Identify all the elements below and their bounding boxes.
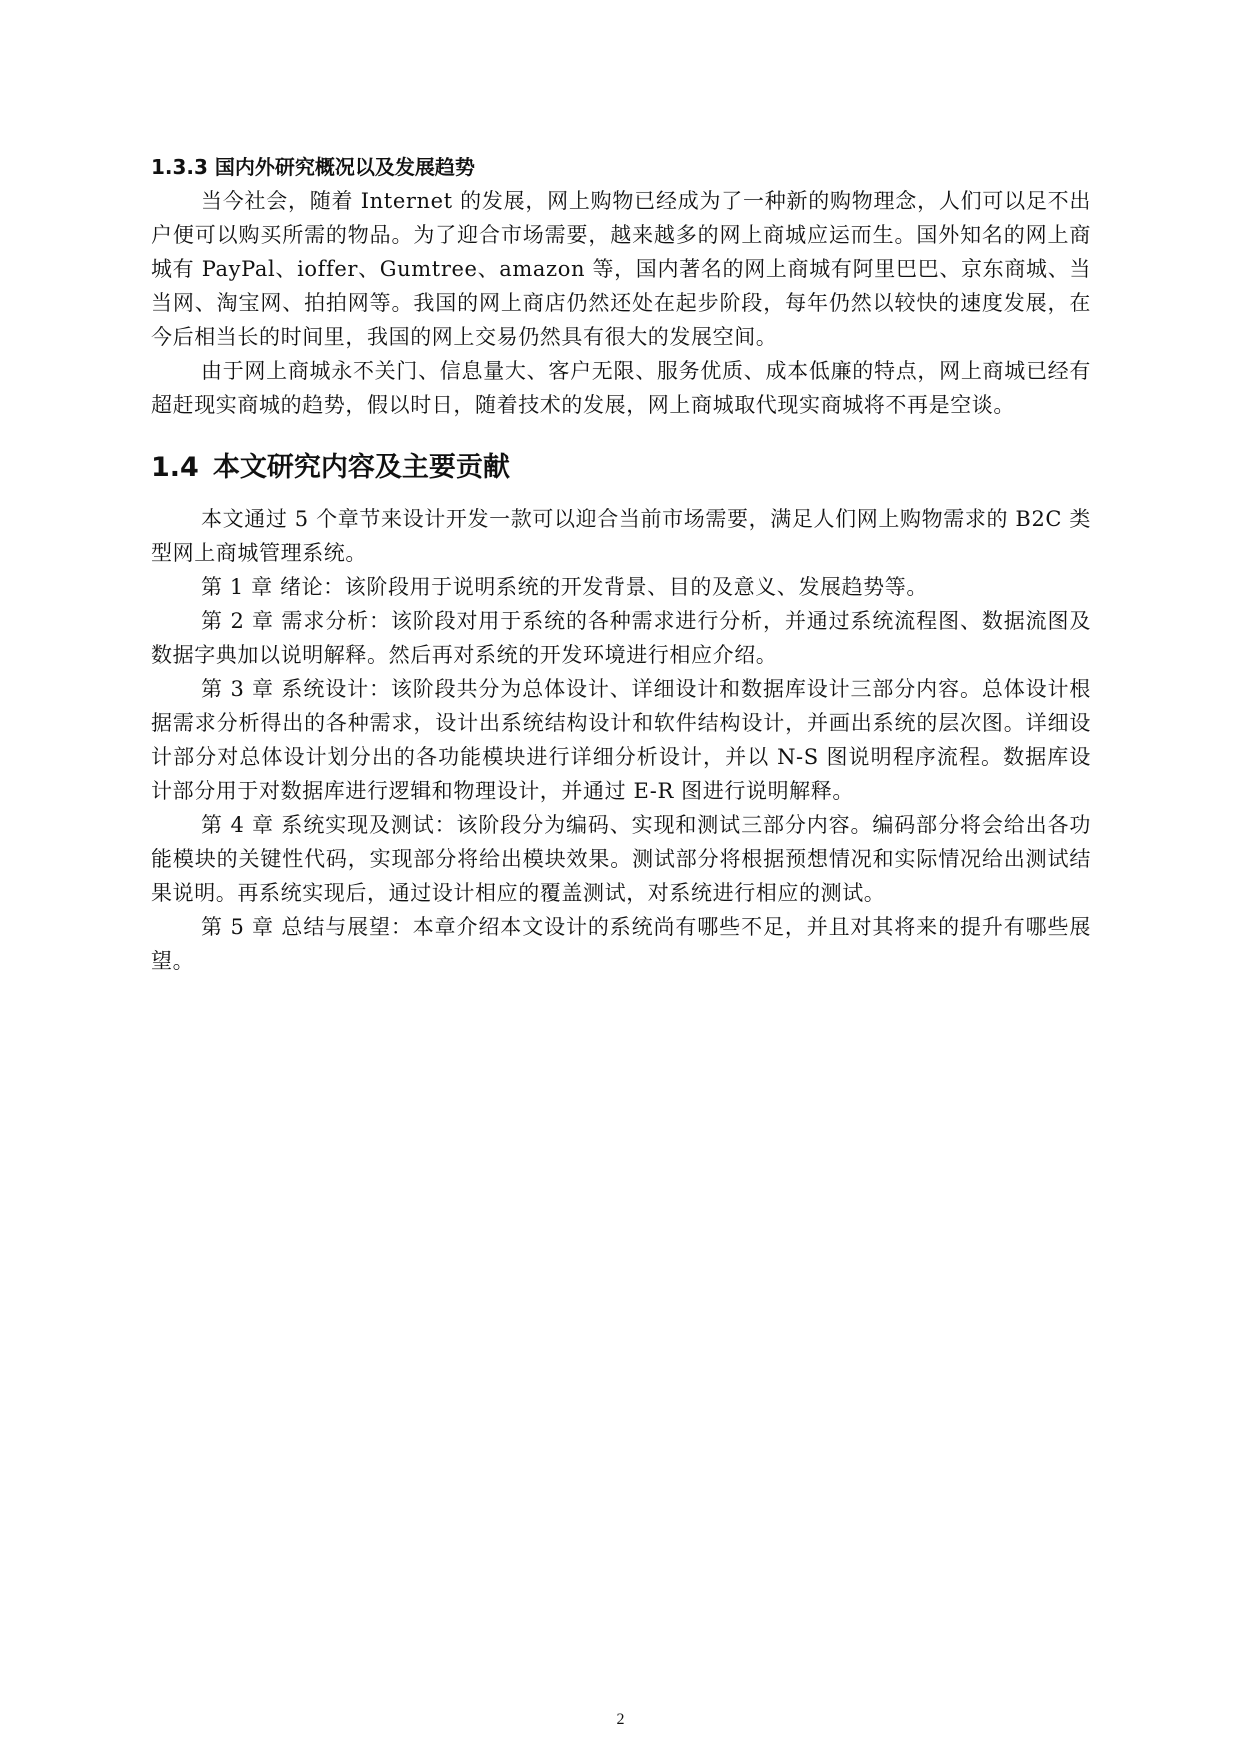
section-1-4-number: 1.4	[151, 452, 199, 483]
section-1-4-title: 本文研究内容及主要贡献	[212, 452, 510, 483]
page-number: 2	[616, 1711, 625, 1728]
chapter-3-summary: 第 3 章 系统设计：该阶段共分为总体设计、详细设计和数据库设计三部分内容。总体设计根据需求分析得出的各种需求，设计出系统结构设计和软件结构设计，并画出系统的层次图。详细设计部分对总体设计划分出的各功能模块进行详细分析设计，并以 N-S 图说明程序流程。数据库设计部分用于对数据库进行逻辑和物理设计，并通过 E-R 图进行说明解释。	[151, 677, 1091, 803]
section-1-3-3-heading: 1.3.3 国内外研究概况以及发展趋势	[151, 155, 475, 179]
section-1-4-paragraph: 本文通过 5 个章节来设计开发一款可以迎合当前市场需要，满足人们网上购物需求的 B2C 类型网上商城管理系统。	[151, 507, 1091, 565]
section-1-4-heading	[151, 446, 1091, 490]
section-1-3-3-paragraph: 由于网上商城永不关门、信息量大、客户无限、服务优质、成本低廉的特点，网上商城已经有超赶现实商城的趋势，假以时日，随着技术的发展，网上商城取代现实商城将不再是空谈。	[151, 359, 1091, 417]
page-content	[151, 150, 1091, 978]
chapter-1-summary: 第 1 章 绪论：该阶段用于说明系统的开发背景、目的及意义、发展趋势等。	[201, 575, 928, 599]
chapter-2-summary: 第 2 章 需求分析：该阶段对用于系统的各种需求进行分析，并通过系统流程图、数据流图及数据字典加以说明解释。然后再对系统的开发环境进行相应介绍。	[151, 609, 1091, 667]
chapter-5-summary: 第 5 章 总结与展望：本章介绍本文设计的系统尚有哪些不足，并且对其将来的提升有哪些展望。	[151, 915, 1091, 973]
chapter-4-summary: 第 4 章 系统实现及测试：该阶段分为编码、实现和测试三部分内容。编码部分将会给出各功能模块的关键性代码，实现部分将给出模块效果。测试部分将根据预想情况和实际情况给出测试结果说明。再系统实现后，通过设计相应的覆盖测试，对系统进行相应的测试。	[151, 813, 1091, 905]
section-1-3-3-paragraph: 当今社会，随着 Internet 的发展，网上购物已经成为了一种新的购物理念，人们可以足不出户便可以购买所需的物品。为了迎合市场需要，越来越多的网上商城应运而生。国外知名的网上商城有 PayPal、ioffer、Gumtree、amazon 等，国内著名的网上商城有阿里巴巴、京东商城、当当网、淘宝网、拍拍网等。我国的网上商店仍然还处在起步阶段，每年仍然以较快的速度发展，在今后相当长的时间里，我国的网上交易仍然具有很大的发展空间。	[151, 189, 1091, 349]
